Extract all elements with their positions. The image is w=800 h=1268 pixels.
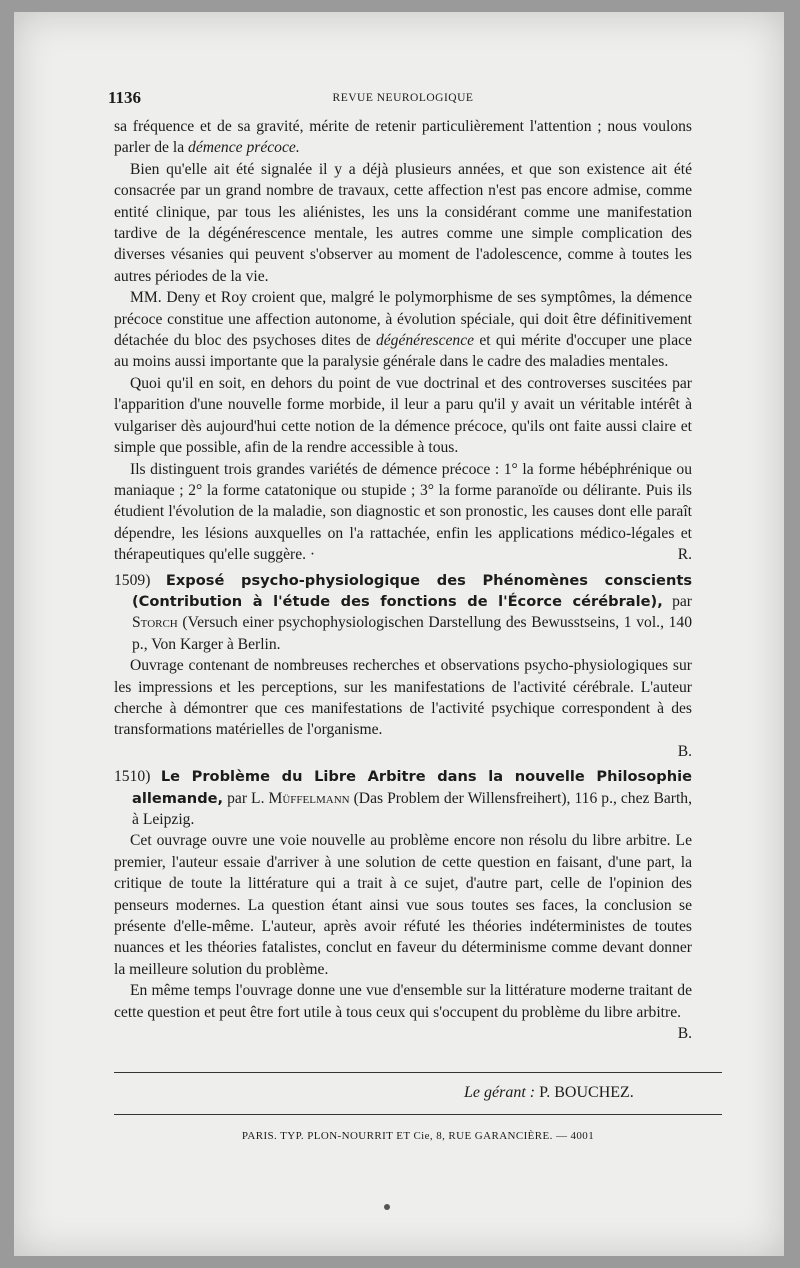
page-number: 1136 xyxy=(108,88,142,107)
entry-number: 1510) xyxy=(114,768,151,786)
paragraph: Ouvrage contenant de nombreuses recherches et observations psycho-physiologiques sur les impressions et les perceptions, sur les manifestations de l'activité cérébrale. L'auteur cherche à démontrer que ces manifestations de l'activité psychique correspondent à des transformations matérielles de l'organisme. xyxy=(114,657,692,739)
entry-title: Exposé psycho-physiologique des Phénomènes conscients (Contribution à l'étude des fonctions de l'Écorce cérébrale), xyxy=(132,571,693,610)
manager-signature xyxy=(464,1084,634,1102)
paragraph: Ils distinguent trois grandes variétés de démence précoce : 1° la forme hébéphrénique ou maniaque ; 2° la forme catatonique ou stupide ; 3° la forme paranoïde ou délirante. Puis ils étudient l'évolution de la maladie, son diagnostic et son pronostic, les causes dont elle paraît dépendre, les lésions auxquelles on l'a rattachée, enfin les applications médico-légales et thérapeutiques qu'elle suggère. · R. xyxy=(114,459,692,566)
document-page xyxy=(14,12,784,1256)
running-head xyxy=(108,88,692,112)
paragraph: En même temps l'ouvrage donne une vue d'ensemble sur la littérature moderne traitant de cette question et peut être fort utile à tous ceux qui s'occupent du problème du libre arbitre. B. xyxy=(114,980,692,1023)
page-content xyxy=(108,88,693,1044)
signature: R. xyxy=(677,546,692,564)
emphasis: démence précoce. xyxy=(188,139,300,157)
entry-source: (Das Problem der Willensfreihert), 116 p., chez Barth, à Leipzig. xyxy=(132,789,692,828)
divider xyxy=(114,1114,722,1115)
divider xyxy=(114,1072,722,1073)
journal-title: REVUE NEUROLOGIQUE xyxy=(332,92,474,104)
signature: B. xyxy=(677,742,692,760)
signature: B. xyxy=(677,1025,692,1043)
entry-number: 1509) xyxy=(114,571,151,589)
entry-1509-heading: 1509) Exposé psycho-physiologique des Phénomènes conscients (Contribution à l'étude des fonctions de l'Écorce cérébrale), par Storch (Versuch einer psychophysiologischen Darstellung des Bewusstseins, 1 vol., 140 p., Von Karger à Berlin. xyxy=(114,571,693,653)
manager-name: P. BOUCHEZ. xyxy=(539,1084,634,1101)
signature-line xyxy=(114,741,692,762)
entry-title: Le Problème du Libre Arbitre dans la nouvelle Philosophie allemande, xyxy=(132,768,692,807)
manager-label: Le gérant : xyxy=(464,1084,536,1101)
paragraph: sa fréquence et de sa gravité, mérite de retenir particulièrement l'attention ; nous voulons parler de la démence précoce. xyxy=(114,118,692,157)
paragraph: Bien qu'elle ait été signalée il y a déjà plusieurs années, et que son existence ait été consacrée par un grand nombre de travaux, cette affection n'est pas encore admise, comme entité clinique, par tous les aliénistes, les uns la considérant comme une manifestation tardive de la dégénérescence mentale, les autres comme une simple complication des diverses vésanies qui peuvent s'observer au moment de l'adolescence, comme à toutes les autres périodes de la vie. xyxy=(114,160,692,285)
entry-source: (Versuch einer psychophysiologischen Darstellung des Bewusstseins, 1 vol., 140 p., Von Karger à Berlin. xyxy=(132,614,692,653)
paragraph: MM. Deny et Roy croient que, malgré le polymorphisme de ses symptômes, la démence précoce constitue une affection autonome, à évolution spéciale, qui doit être définitivement détachée du bloc des psychoses dites de dégénérescence et qui mérite d'occuper une place au moins aussi importante que la paralysie générale dans le cadre des maladies mentales. xyxy=(114,289,692,371)
entry-author: Storch xyxy=(132,614,178,632)
ink-dot xyxy=(384,1204,390,1210)
emphasis: dégénérescence xyxy=(375,332,475,350)
paragraph: Quoi qu'il en soit, en dehors du point de vue doctrinal et des controverses suscitées par l'apparition d'une nouvelle forme morbide, il leur a paru qu'il y avait un véritable intérêt à vulgariser dès aujourd'hui cette notion de la démence précoce, qu'ils ont faite aussi claire et simple que possible, afin de la rendre accessible à tous. xyxy=(114,374,692,457)
printer-imprint: PARIS. TYP. PLON-NOURRIT ET Cie, 8, RUE GARANCIÈRE. — 4001 xyxy=(241,1130,595,1142)
entry-1510-heading: 1510) Le Problème du Libre Arbitre dans la nouvelle Philosophie allemande, par L. Müffelmann (Das Problem der Willensfreihert), 116 p., chez Barth, à Leipzig. xyxy=(114,768,692,828)
paragraph: Cet ouvrage ouvre une voie nouvelle au problème encore non résolu du libre arbitre. Le premier, l'auteur essaie d'arriver à une solution de cette question en faisant, d'une part, la critique de toute la littérature qui a trait à ce sujet, d'autre part, celle de l'opinion des penseurs modernes. La question étant ainsi vue sous toutes ses faces, la conclusion se présente d'elle-même. L'auteur, après avoir réfuté les théories indéterministes de toutes nuances et les théories fatalistes, conclut en faveur du déterminisme comme devant donner la meilleure solution du problème. xyxy=(114,832,692,978)
entry-author: Müffelmann xyxy=(268,789,350,807)
